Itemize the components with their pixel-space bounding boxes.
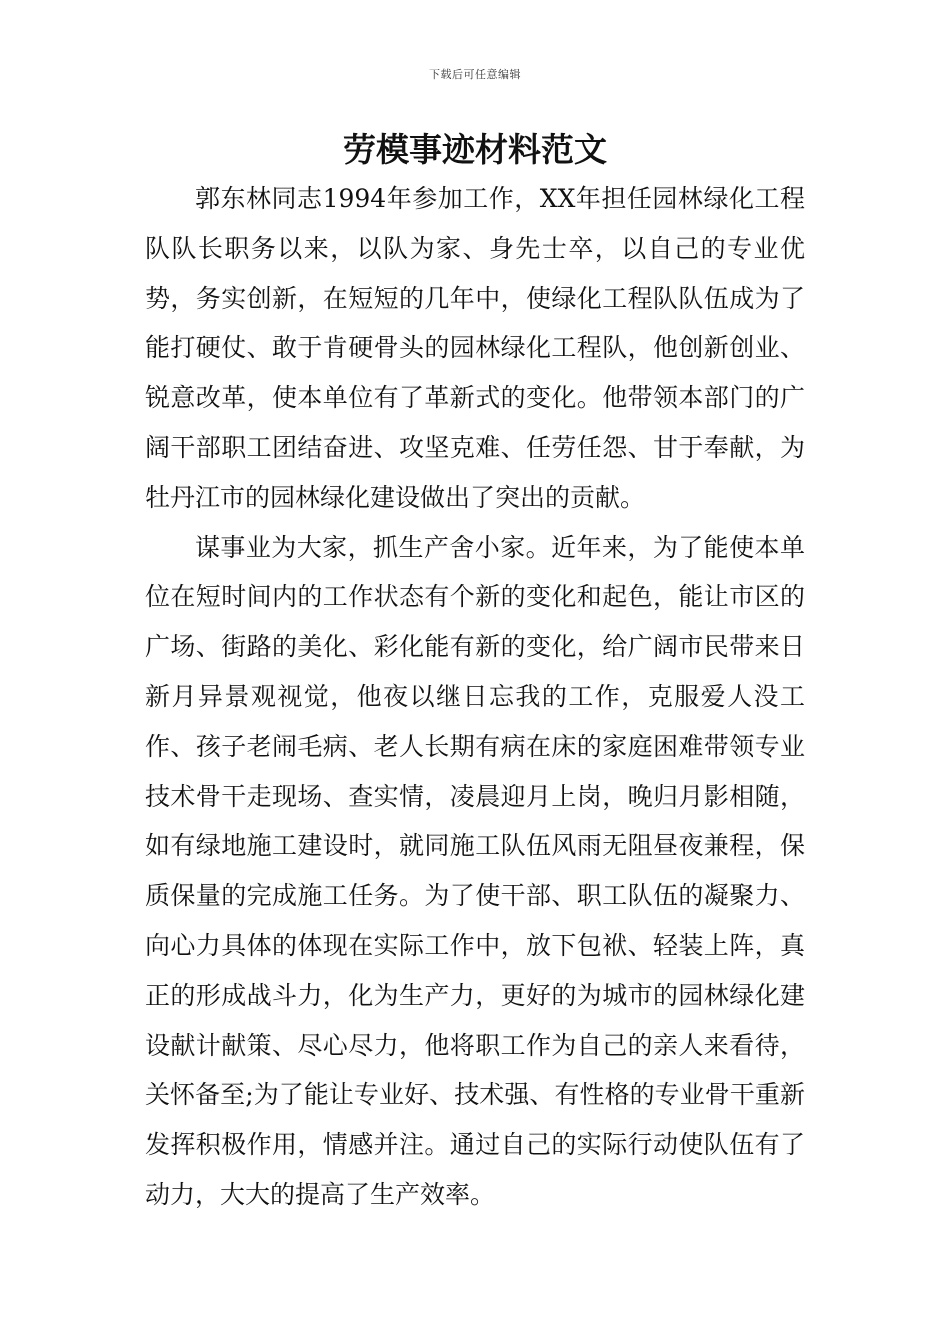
document-body (145, 174, 805, 1220)
page-header-note: 下载后可任意编辑 (429, 68, 521, 81)
paragraph-1: 郭东林同志1994年参加工作，XX年担任园林绿化工程队队长职务以来，以队为家、身先士卒，以自己的专业优势，务实创新，在短短的几年中，使绿化工程队队伍成为了能打硬仗、敢于肯硬骨头的园林绿化工程队，他创新创业、锐意改革，使本单位有了革新式的变化。他带领本部门的广阔干部职工团结奋进、攻坚克难、任劳任怨、甘于奉献，为牡丹江市的园林绿化建设做出了突出的贡献。 (145, 184, 805, 512)
paragraph-2: 谋事业为大家，抓生产舍小家。近年来，为了能使本单位在短时间内的工作状态有个新的变化和起色，能让市区的广场、街路的美化、彩化能有新的变化，给广阔市民带来日新月异景观视觉，他夜以继日忘我的工作，克服爱人没工作、孩子老闹毛病、老人长期有病在床的家庭困难带领专业技术骨干走现场、查实情，凌晨迎月上岗，晚归月影相随，如有绿地施工建设时，就同施工队伍风雨无阻昼夜兼程，保质保量的完成施工任务。为了使干部、职工队伍的凝聚力、向心力具体的体现在实际工作中，放下包袱、轻装上阵，真正的形成战斗力，化为生产力，更好的为城市的园林绿化建设献计献策、尽心尽力，他将职工作为自己的亲人来看待，关怀备至;为了能让专业好、技术强、有性格的专业骨干重新发挥积极作用，情感并注。通过自己的实际行动使队伍有了动力，大大的提高了生产效率。 (145, 532, 805, 1209)
document-title: 劳模事迹材料范文 (343, 130, 607, 169)
